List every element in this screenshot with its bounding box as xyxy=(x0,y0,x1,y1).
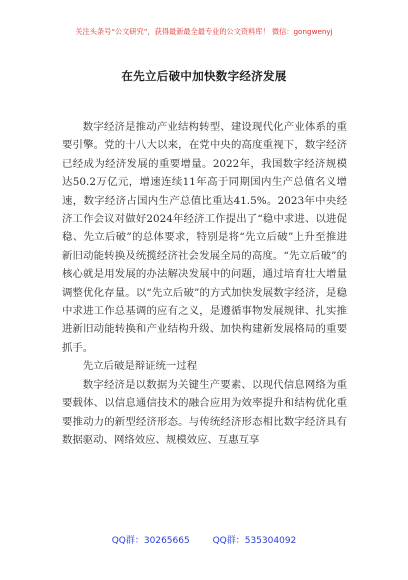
footer-qq-group-2: QQ群：535304092 xyxy=(212,536,297,546)
footer-contacts xyxy=(0,533,408,546)
document-body xyxy=(62,118,347,449)
section-subheading: 先立后破是辩证统一过程 xyxy=(82,360,198,373)
body-paragraph-1: 数字经济是推动产业结构转型、建设现代化产业体系的重要引擎。党的十八大以来，在党中央的高度重视下，数字经济已经成为经济发展的重要增量。2022年，我国数字经济规模达50.2万亿元，增速连续11年高于同期国内生产总值名义增速，数字经济占国内生产总值比重达41.5%。2023年中央经济工作会议对做好2024年经济工作提出了“稳中求进、以进促稳、先立后破”的总体要求，特别是将“先立后破”上升至推进新旧动能转换及统揽经济社会发展全局的高度。“先立后破”的核心就是用发展的办法解决发展中的问题，通过培育壮大增量调整优化存量。以“先立后破”的方式加快发展数字经济，是稳中求进工作总基调的应有之义，是遵循事物发展规律、扎实推进新旧动能转换和产业结构升级、加快构建新发展格局的重要抓手。 xyxy=(62,121,347,354)
header-banner: 关注头条号“公文研究”，获得最新最全最专业的公文资料库！ 微信：gongwenyj xyxy=(75,27,333,36)
body-paragraph-2: 数字经济是以数据为关键生产要素、以现代信息网络为重要载体、以信息通信技术的融合应用为效率提升和结构优化重要推动力的新型经济形态。与传统经济形态相比数字经济具有数据驱动、网络效应、规模效应、互惠互享 xyxy=(62,378,347,446)
footer-qq-group-1: QQ群：30265665 xyxy=(111,536,190,546)
document-title: 在先立后破中加快数字经济发展 xyxy=(121,69,287,83)
